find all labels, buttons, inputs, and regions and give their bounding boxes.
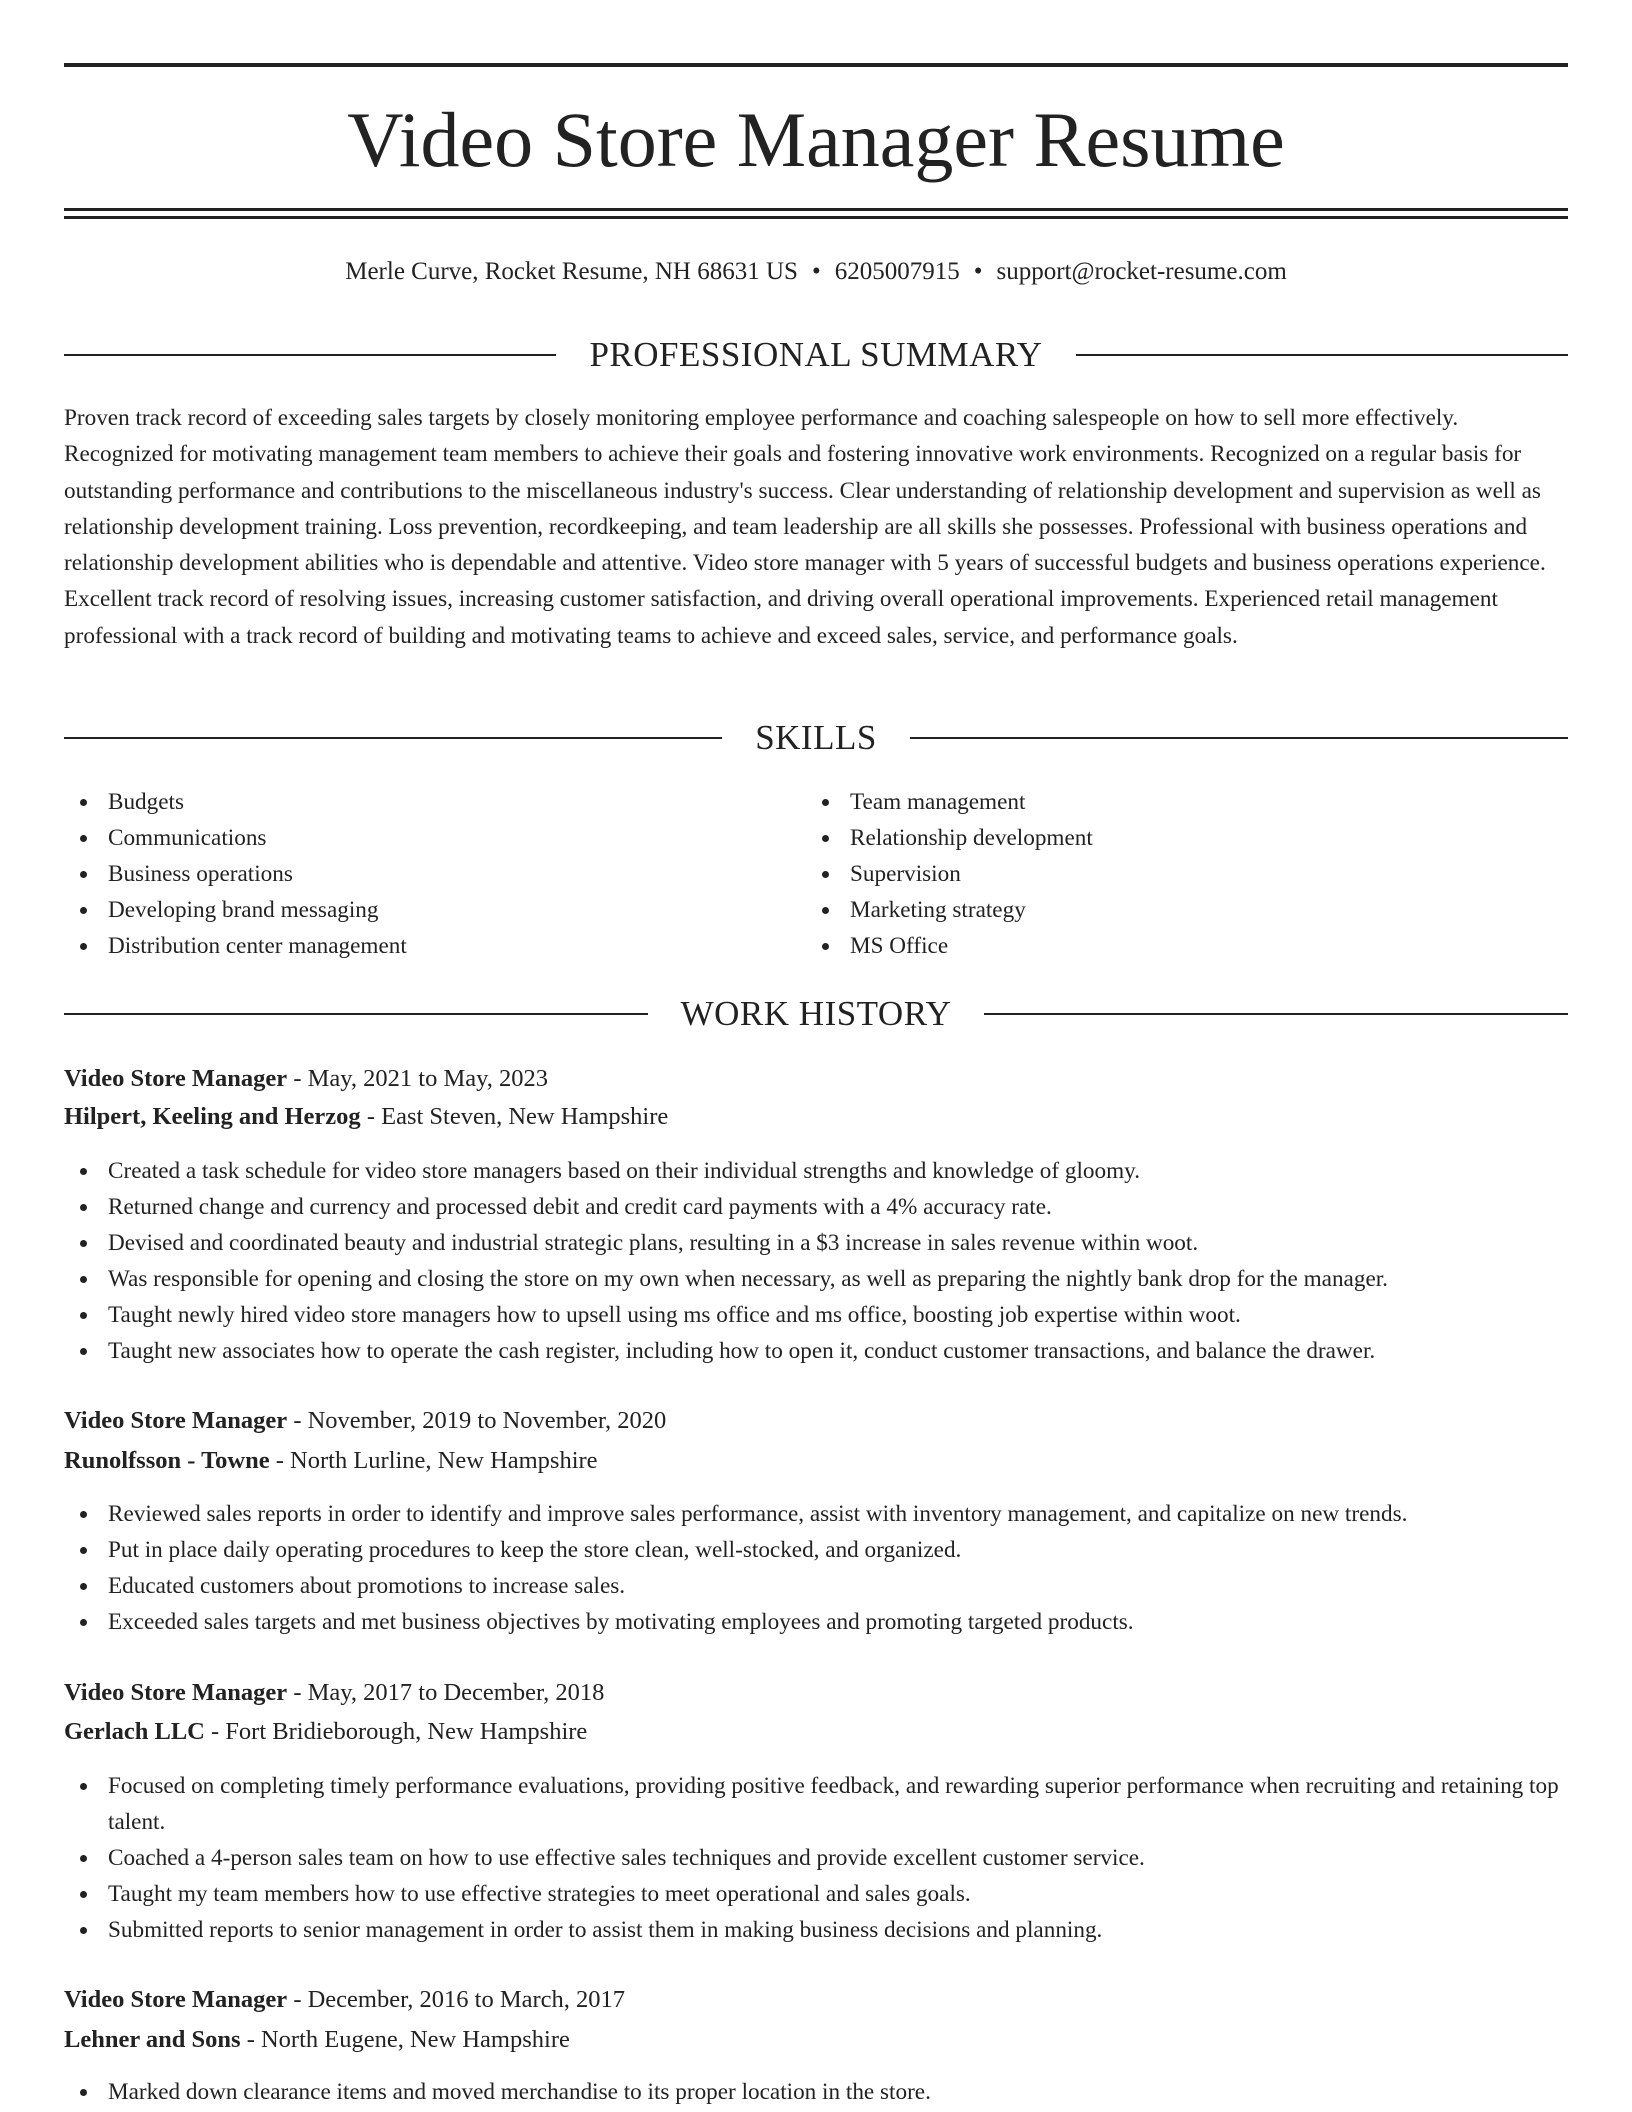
job-title-line: Video Store Manager - May, 2017 to December, 2018 xyxy=(64,1679,605,1706)
heading-rule-left xyxy=(64,737,722,739)
job-company: Gerlach LLC xyxy=(64,1718,205,1745)
job-company-line: Lehner and Sons - North Eugene, New Hampshire xyxy=(64,2026,570,2053)
job-bullets xyxy=(64,1768,1568,1948)
job-bullet: Exceeded sales targets and met business objectives by motivating employees and promoting targeted products. xyxy=(64,1604,1568,1640)
job-company: Lehner and Sons xyxy=(64,2026,241,2053)
job-dates: May, 2021 to May, 2023 xyxy=(307,1065,549,1092)
job-bullet: Devised and coordinated beauty and industrial strategic plans, resulting in a $3 increase in sales revenue within woot. xyxy=(64,1225,1568,1261)
job-bullet: Submitted reports to senior management in order to assist them in making business decisions and planning. xyxy=(64,1912,1568,1948)
skill-item: Communications xyxy=(64,820,407,856)
job-title: Video Store Manager xyxy=(64,1407,288,1434)
title-double-rule-lower xyxy=(64,216,1568,219)
job-company-line: Hilpert, Keeling and Herzog - East Steven, New Hampshire xyxy=(64,1103,669,1130)
job-bullet: Educated customers about promotions to increase sales. xyxy=(64,1568,1568,1604)
job-title: Video Store Manager xyxy=(64,1065,288,1092)
job-bullet: Taught newly hired video store managers how to upsell using ms office and ms office, boosting job expertise within woot. xyxy=(64,1297,1568,1333)
contact-address: Merle Curve, Rocket Resume, NH 68631 US xyxy=(345,258,798,285)
heading-rule-left xyxy=(64,1013,648,1015)
document-title: Video Store Manager Resume xyxy=(347,96,1285,183)
job-company-line: Gerlach LLC - Fort Bridieborough, New Hampshire xyxy=(64,1718,588,1745)
job-dates: November, 2019 to November, 2020 xyxy=(307,1407,667,1434)
skill-item: Distribution center management xyxy=(64,928,407,964)
summary-heading: PROFESSIONAL SUMMARY xyxy=(589,335,1043,374)
skill-item: Relationship development xyxy=(806,820,1093,856)
job-bullet: Taught my team members how to use effective strategies to meet operational and sales goals. xyxy=(64,1876,1568,1912)
job-bullet: Created a task schedule for video store managers based on their individual strengths and knowledge of gloomy. xyxy=(64,1153,1568,1189)
job-title-line: Video Store Manager - May, 2021 to May, 2023 xyxy=(64,1065,549,1092)
skills-list-left xyxy=(64,784,407,964)
heading-rule-right xyxy=(910,737,1568,739)
job-company: Hilpert, Keeling and Herzog xyxy=(64,1103,361,1130)
job-dates: May, 2017 to December, 2018 xyxy=(307,1679,605,1706)
contact-separator-2: • xyxy=(973,258,983,285)
work-history-heading: WORK HISTORY xyxy=(680,994,952,1033)
job-title-line: Video Store Manager - December, 2016 to March, 2017 xyxy=(64,1986,626,2013)
heading-rule-right xyxy=(1076,354,1568,356)
job-location: North Lurline, New Hampshire xyxy=(290,1447,598,1474)
skills-section-heading xyxy=(64,716,1568,760)
skills-heading: SKILLS xyxy=(755,718,877,757)
summary-section-heading xyxy=(64,333,1568,377)
job-location: Fort Bridieborough, New Hampshire xyxy=(225,1718,588,1745)
job-location: North Eugene, New Hampshire xyxy=(260,2026,570,2053)
job-bullet: Reviewed sales reports in order to identify and improve sales performance, assist with inventory management, and capitalize on new trends. xyxy=(64,1496,1568,1532)
top-rule xyxy=(64,63,1568,67)
job-dates: December, 2016 to March, 2017 xyxy=(307,1986,626,2013)
job-bullet: Marked down clearance items and moved merchandise to its proper location in the store. xyxy=(64,2074,1568,2110)
skill-item: Developing brand messaging xyxy=(64,892,407,928)
job-company: Runolfsson - Towne xyxy=(64,1447,270,1474)
skill-item: Budgets xyxy=(64,784,407,820)
job-bullets xyxy=(64,1496,1568,1640)
job-bullets xyxy=(64,1153,1568,1369)
job-bullet: Put in place daily operating procedures to keep the store clean, well-stocked, and organized. xyxy=(64,1532,1568,1568)
contact-line xyxy=(64,254,1568,290)
title-double-rule-upper xyxy=(64,208,1568,211)
skill-item: Marketing strategy xyxy=(806,892,1093,928)
job-title-line: Video Store Manager - November, 2019 to November, 2020 xyxy=(64,1407,667,1434)
contact-phone: 6205007915 xyxy=(834,258,960,285)
job-bullets xyxy=(64,2074,1568,2110)
job-bullet: Returned change and currency and processed debit and credit card payments with a 4% accuracy rate. xyxy=(64,1189,1568,1225)
skill-item: Business operations xyxy=(64,856,407,892)
heading-rule-right xyxy=(984,1013,1568,1015)
skill-item: Team management xyxy=(806,784,1093,820)
job-bullet: Focused on completing timely performance evaluations, providing positive feedback, and rewarding superior performance when recruiting and retaining top talent. xyxy=(64,1768,1568,1840)
skill-item: Supervision xyxy=(806,856,1093,892)
job-title: Video Store Manager xyxy=(64,1679,288,1706)
job-company-line: Runolfsson - Towne - North Lurline, New Hampshire xyxy=(64,1447,598,1474)
job-location: East Steven, New Hampshire xyxy=(381,1103,669,1130)
contact-separator-1: • xyxy=(811,258,821,285)
skill-item: MS Office xyxy=(806,928,1093,964)
skills-list-right xyxy=(806,784,1093,964)
job-bullet: Taught new associates how to operate the cash register, including how to open it, conduct customer transactions, and balance the drawer. xyxy=(64,1333,1568,1369)
heading-rule-left xyxy=(64,354,556,356)
job-bullet: Was responsible for opening and closing the store on my own when necessary, as well as preparing the nightly bank drop for the manager. xyxy=(64,1261,1568,1297)
work-history-section-heading xyxy=(64,992,1568,1036)
job-bullet: Coached a 4-person sales team on how to use effective sales techniques and provide excellent customer service. xyxy=(64,1840,1568,1876)
contact-email: support@rocket-resume.com xyxy=(996,258,1287,285)
job-title: Video Store Manager xyxy=(64,1986,288,2013)
summary-text: Proven track record of exceeding sales targets by closely monitoring employee performance and coaching salespeople on how to sell more effectively. Recognized for motivating management team members to achieve their goals and fostering innovative work environments. Recognized on a regular basis for outstanding performance and contributions to the miscellaneous industry's success. Clear understanding of relationship development and supervision as well as relationship development training. Loss prevention, recordkeeping, and team leadership are all skills she possesses. Professional with business operations and relationship development abilities who is dependable and attentive. Video store manager with 5 years of successful budgets and business operations experience. Excellent track record of resolving issues, increasing customer satisfaction, and driving overall operational improvements. Experienced retail management professional with a track record of building and motivating teams to achieve and exceed sales, service, and performance goals. xyxy=(64,405,1546,649)
